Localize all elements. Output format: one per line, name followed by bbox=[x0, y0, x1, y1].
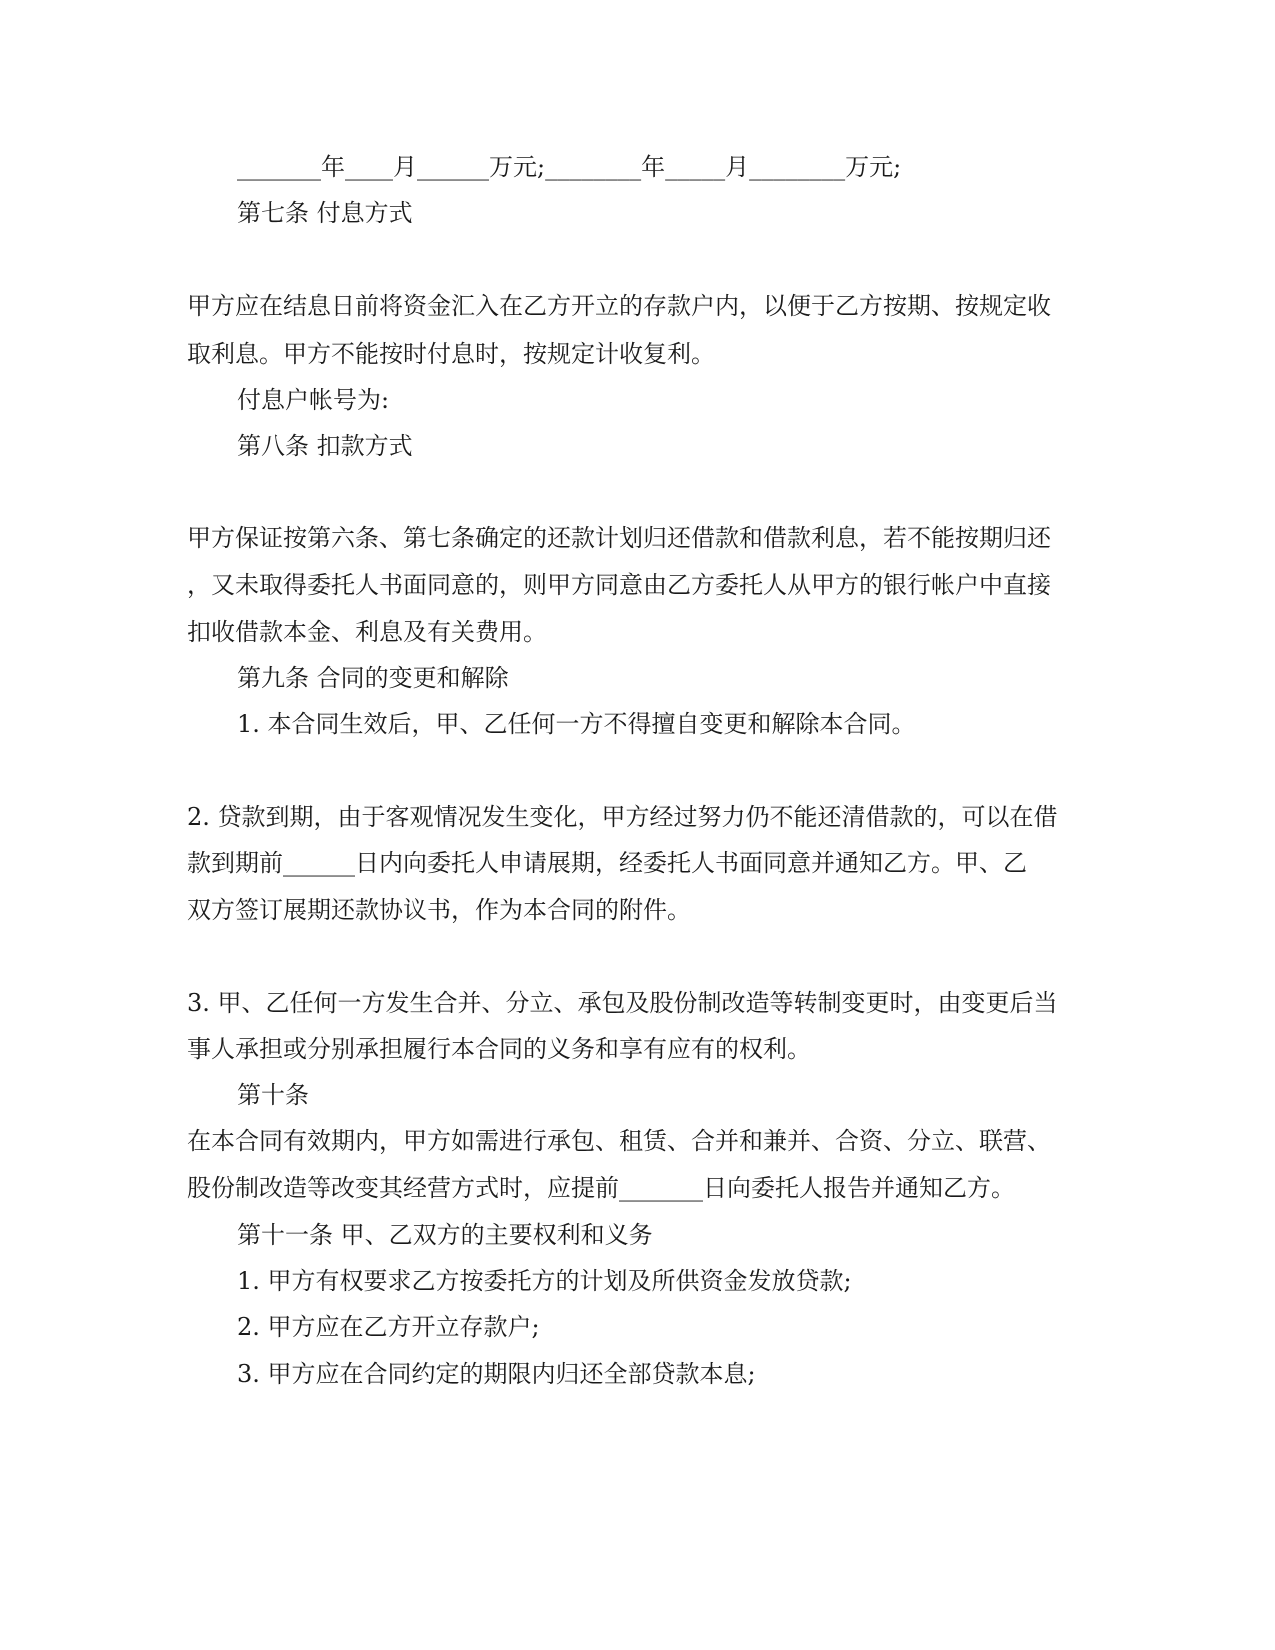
article-9-heading: 第九条 合同的变更和解除 bbox=[237, 664, 509, 692]
article-11-heading: 第十一条 甲、乙双方的主要权利和义务 bbox=[237, 1221, 653, 1249]
paragraph-line: 在本合同有效期内，甲方如需进行承包、租赁、合并和兼并、合资、分立、联营、 bbox=[187, 1127, 1051, 1155]
article-8-heading: 第八条 扣款方式 bbox=[237, 432, 413, 460]
clause-line: 2. 甲方应在乙方开立存款户; bbox=[237, 1313, 540, 1341]
paragraph-line: ，又未取得委托人书面同意的，则甲方同意由乙方委托人从甲方的银行帐户中直接 bbox=[187, 571, 1051, 599]
article-10-heading: 第十条 bbox=[237, 1081, 309, 1109]
paragraph-line: 款到期前______日内向委托人申请展期，经委托人书面同意并通知乙方。甲、乙 bbox=[187, 849, 1027, 877]
clause-line: 3. 甲方应在合同约定的期限内归还全部贷款本息; bbox=[237, 1360, 756, 1388]
article-7-heading: 第七条 付息方式 bbox=[237, 199, 413, 227]
paragraph-line: 事人承担或分别承担履行本合同的义务和享有应有的权利。 bbox=[187, 1035, 811, 1063]
paragraph-line: 3. 甲、乙任何一方发生合并、分立、承包及股份制改造等转制变更时，由变更后当 bbox=[187, 989, 1058, 1017]
paragraph-line: 甲方应在结息日前将资金汇入在乙方开立的存款户内，以便于乙方按期、按规定收 bbox=[187, 292, 1051, 320]
interest-account-line: 付息户帐号为: bbox=[237, 386, 390, 414]
paragraph-line: 甲方保证按第六条、第七条确定的还款计划归还借款和借款利息，若不能按期归还 bbox=[187, 524, 1051, 552]
paragraph-line: 股份制改造等改变其经营方式时，应提前_______日向委托人报告并通知乙方。 bbox=[187, 1174, 1015, 1202]
paragraph-line: 取利息。甲方不能按时付息时，按规定计收复利。 bbox=[187, 340, 715, 368]
paragraph-line: 扣收借款本金、利息及有关费用。 bbox=[187, 618, 547, 646]
paragraph-line: 2. 贷款到期，由于客观情况发生变化，甲方经过努力仍不能还清借款的，可以在借 bbox=[187, 803, 1058, 831]
paragraph-line: 双方签订展期还款协议书，作为本合同的附件。 bbox=[187, 896, 691, 924]
clause-line: 1. 甲方有权要求乙方按委托方的计划及所供资金发放贷款; bbox=[237, 1267, 852, 1295]
clause-line: 1. 本合同生效后，甲、乙任何一方不得擅自变更和解除本合同。 bbox=[237, 710, 916, 738]
repayment-schedule-line: _______年____月______万元;________年_____月________万元; bbox=[237, 153, 902, 181]
